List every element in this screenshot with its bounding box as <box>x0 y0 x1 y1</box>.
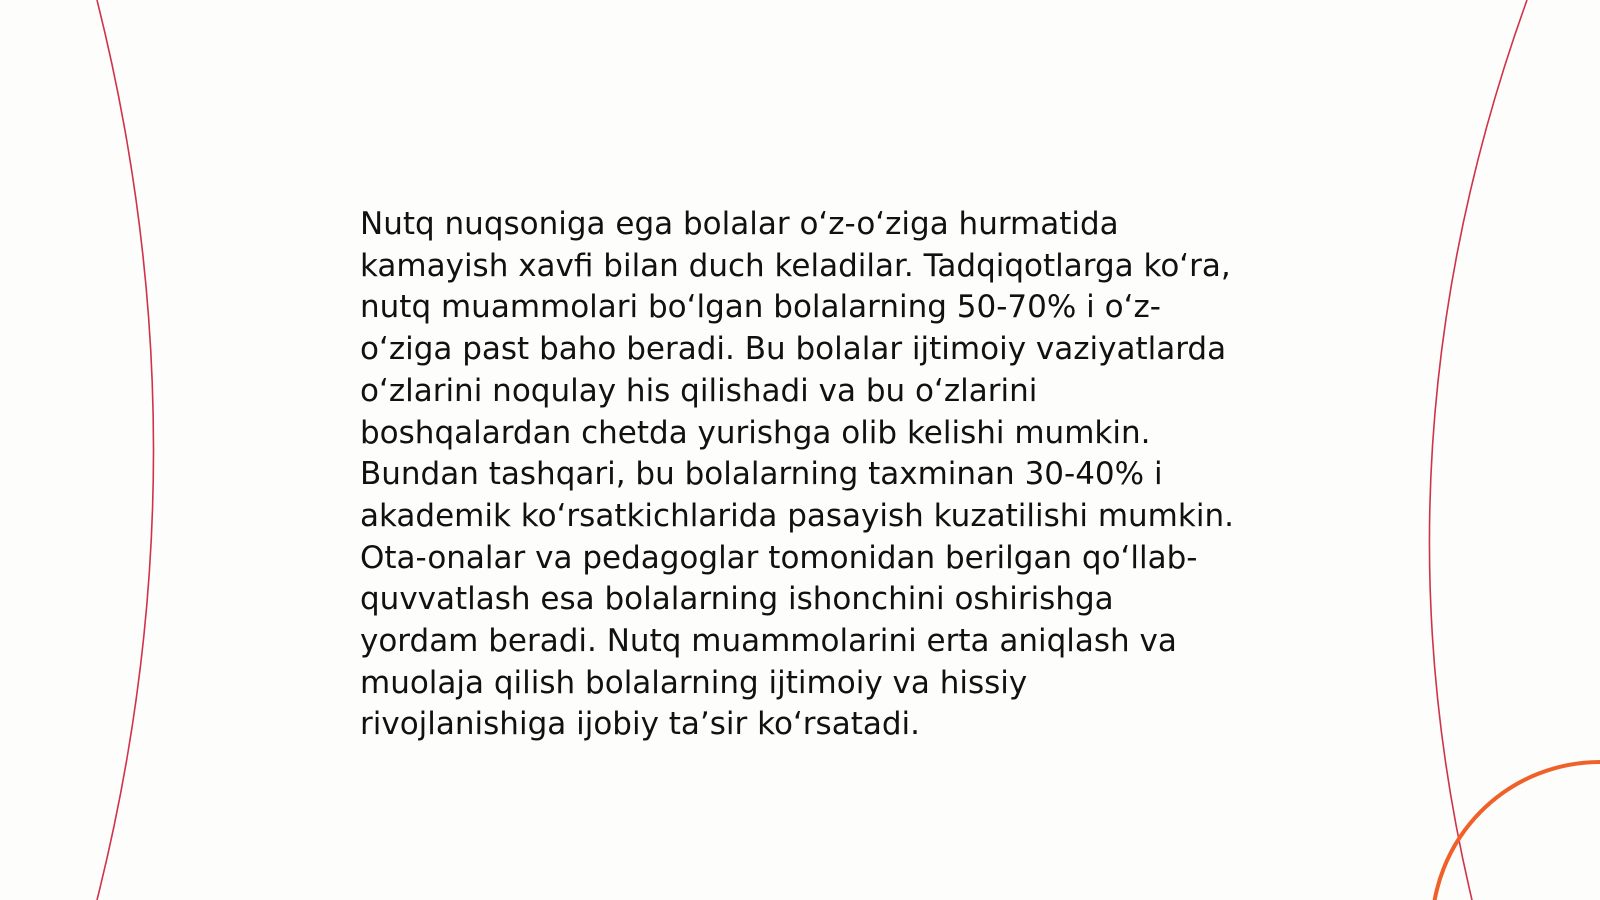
body-paragraph: Nutq nuqsoniga ega bolalar o‘z-o‘ziga hurmatida kamayish xavfi bilan duch keladilar. Tadqiqotlarga ko‘ra, nutq muammolari bo‘lgan bolalarning 50-70% i o‘z-o‘ziga past baho beradi. Bu bolalar ijtimoiy vaziyatlarda o‘zlarini noqulay his qilishadi va bu o‘zlarini boshqalardan chetda yurishga olib kelishi mumkin. Bundan tashqari, bu bolalarning taxminan 30-40% i akademik ko‘rsatkichlarida pasayish kuzatilishi mumkin. Ota-onalar va pedagoglar tomonidan berilgan qo‘llab-quvvatlash esa bolalarning ishonchini oshirishga yordam beradi. Nutq muammolarini erta aniqlash va muolaja qilish bolalarning ijtimoiy va hissiy rivojlanishiga ijobiy ta’sir ko‘rsatadi. <box>360 206 1234 743</box>
left-curve-line <box>97 0 154 900</box>
right-curve-line <box>1429 0 1527 900</box>
